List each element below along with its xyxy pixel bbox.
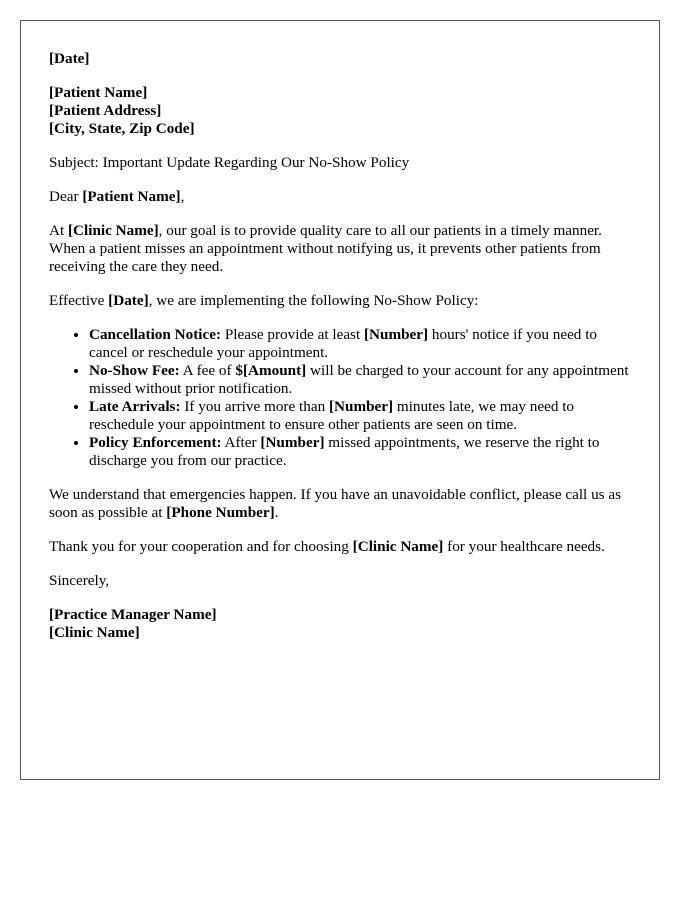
signature-manager: [Practice Manager Name]: [49, 606, 217, 623]
letter-date: [Date]: [49, 50, 90, 67]
subject-line: Subject: Important Update Regarding Our No-Show Policy: [49, 154, 410, 171]
letter: [20, 20, 660, 780]
policy-item-enforcement: • Policy Enforcement: After [Number] missed appointments, we reserve the right to discharge you from our practice.: [89, 434, 631, 470]
effective-paragraph: Effective [Date], we are implementing the following No-Show Policy:: [49, 292, 479, 309]
recipient-name: [Patient Name]: [49, 84, 148, 101]
thanks-clinic-name: [Clinic Name]: [352, 538, 444, 555]
closing: Sincerely,: [49, 572, 110, 589]
policy-item-cancellation: • Cancellation Notice: Please provide at least [Number] hours' notice if you need to cancel or reschedule your appointment.: [89, 326, 631, 362]
signature-clinic: [Clinic Name]: [49, 624, 140, 641]
policy-item-no-show-fee: • No-Show Fee: A fee of $[Amount] will be charged to your account for any appointment missed without prior notification.: [89, 362, 631, 398]
policy-item-late-arrivals: • Late Arrivals: If you arrive more than [Number] minutes late, we may need to reschedule your appointment to ensure other patients are seen on time.: [89, 398, 631, 434]
policy-list: [49, 326, 631, 470]
salutation-name: [Patient Name]: [82, 188, 181, 205]
signature-block: [49, 606, 631, 642]
salutation: Dear [Patient Name],: [49, 188, 185, 205]
phone-number: [Phone Number]: [166, 504, 275, 521]
intro-clinic-name: [Clinic Name]: [67, 222, 159, 239]
intro-paragraph: At [Clinic Name], our goal is to provide quality care to all our patients in a timely manner. When a patient misses an appointment without notifying us, it prevents other patients from receiving the care they need.: [49, 222, 602, 275]
recipient-block: [49, 84, 631, 138]
effective-date: [Date]: [108, 292, 149, 309]
thanks-paragraph: Thank you for your cooperation and for choosing [Clinic Name] for your healthcare needs.: [49, 538, 605, 555]
emergency-paragraph: We understand that emergencies happen. If you have an unavoidable conflict, please call us as soon as possible at [Phone Number].: [49, 486, 622, 521]
recipient-city-line: [City, State, Zip Code]: [49, 120, 195, 137]
recipient-address: [Patient Address]: [49, 102, 162, 119]
